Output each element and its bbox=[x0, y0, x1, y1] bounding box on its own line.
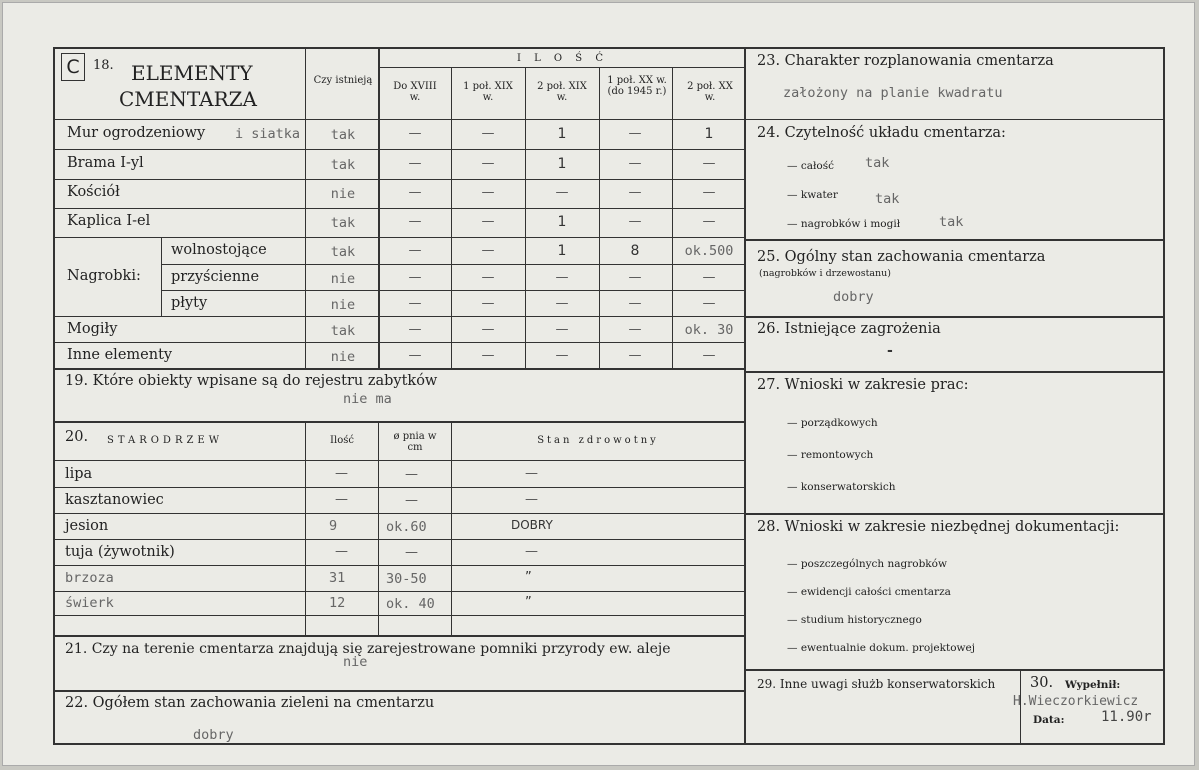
col-header-do18: Do XVIII w. bbox=[393, 81, 437, 103]
row-label: Mogiły bbox=[67, 321, 118, 337]
q30-data-label: Data: bbox=[1033, 714, 1065, 726]
section-title-2: CMENTARZA bbox=[119, 87, 257, 111]
tree-pien: ok.60 bbox=[386, 519, 427, 535]
tree-pien: ok. 40 bbox=[386, 596, 435, 612]
row-value-v2: — bbox=[481, 214, 495, 229]
q20-col-stan: Stan zdrowotny bbox=[537, 435, 659, 446]
row-value-v4: — bbox=[628, 214, 642, 229]
row-value-v3: — bbox=[555, 322, 569, 337]
grid bbox=[745, 239, 1165, 241]
q24-label: 24. Czytelność układu cmentarza: bbox=[757, 125, 1006, 141]
row-czy: tak bbox=[330, 215, 356, 231]
grid bbox=[161, 237, 162, 316]
grid bbox=[53, 513, 745, 514]
row-value-v3: — bbox=[555, 270, 569, 285]
row-value-v3: 1 bbox=[557, 243, 567, 259]
row-value-v1: — bbox=[408, 214, 422, 229]
row-value-v4: — bbox=[628, 322, 642, 337]
tree-stan: ” bbox=[525, 570, 532, 585]
q19-answer: nie ma bbox=[343, 391, 392, 407]
grid bbox=[53, 635, 745, 637]
q20-col-pien: ø pnia w cm bbox=[393, 431, 437, 453]
tree-ilosc: 12 bbox=[329, 595, 346, 611]
q24-item-calosc: — całość bbox=[787, 160, 834, 172]
q23-label: 23. Charakter rozplanowania cmentarza bbox=[757, 53, 1054, 69]
tree-pien: 30-50 bbox=[386, 571, 427, 587]
grid bbox=[53, 591, 745, 592]
row-label: Kościół bbox=[67, 184, 120, 200]
grid bbox=[745, 119, 1165, 120]
row-value-v2: — bbox=[481, 348, 495, 363]
row-value-v1: — bbox=[408, 156, 422, 171]
q20-col-ilosc: Ilość bbox=[330, 435, 354, 446]
row-value-v5: — bbox=[702, 156, 716, 171]
row-value-v1: — bbox=[408, 185, 422, 200]
q24-item-kwater: — kwater bbox=[787, 189, 838, 201]
tree-stan: — bbox=[525, 466, 538, 481]
q23-answer: założony na planie kwadratu bbox=[783, 85, 1003, 101]
tree-name: jesion bbox=[65, 518, 109, 534]
q28-label: 28. Wnioski w zakresie niezbędnej dokumentacji: bbox=[757, 519, 1120, 535]
tree-name: tuja (żywotnik) bbox=[65, 544, 175, 560]
grid bbox=[53, 487, 745, 488]
tree-stan: — bbox=[525, 544, 538, 559]
grid bbox=[161, 290, 745, 291]
row-value-v2: — bbox=[481, 296, 495, 311]
row-label: Inne elementy bbox=[67, 347, 173, 363]
tree-name: świerk bbox=[65, 595, 114, 611]
grid bbox=[53, 565, 745, 566]
q24-value-calosc: tak bbox=[865, 155, 890, 171]
grid bbox=[161, 264, 745, 265]
grid bbox=[451, 422, 452, 636]
row-value-v1: — bbox=[408, 322, 422, 337]
row-value-v5: — bbox=[702, 214, 716, 229]
q27-label: 27. Wnioski w zakresie prac: bbox=[757, 377, 969, 393]
row-value-v3: — bbox=[555, 296, 569, 311]
grid bbox=[745, 316, 1165, 318]
tree-ilosc: — bbox=[335, 544, 348, 559]
row-value-v1: — bbox=[408, 270, 422, 285]
q28-item-nagrobkow: — poszczególnych nagrobków bbox=[787, 558, 947, 570]
q24-item-nagrobkow: — nagrobków i mogił bbox=[787, 218, 901, 230]
q21-answer: nie bbox=[343, 654, 368, 670]
row-value-v2: — bbox=[481, 185, 495, 200]
q30-data: 11.90r bbox=[1101, 709, 1152, 725]
row-czy: tak bbox=[330, 244, 356, 260]
row-value-v5: — bbox=[702, 185, 716, 200]
row-czy: tak bbox=[330, 157, 356, 173]
grid bbox=[53, 342, 745, 343]
grid bbox=[53, 208, 745, 209]
grid bbox=[745, 669, 1165, 671]
row-value-v5: ok. 30 bbox=[684, 322, 734, 338]
row-czy: tak bbox=[330, 127, 356, 143]
frame-top bbox=[53, 47, 1165, 49]
mid-divider bbox=[744, 47, 746, 745]
tree-name: lipa bbox=[65, 466, 93, 482]
row-value-v5: 1 bbox=[704, 126, 714, 142]
row-label: Brama I-yl bbox=[67, 155, 144, 171]
q26-label: 26. Istniejące zagrożenia bbox=[757, 321, 941, 337]
grid bbox=[53, 690, 745, 692]
nagrobki-label: Nagrobki: bbox=[67, 268, 141, 284]
row-value-v5: — bbox=[702, 270, 716, 285]
section-letter-box: C bbox=[61, 53, 85, 81]
grid bbox=[378, 67, 745, 68]
grid bbox=[53, 119, 745, 120]
section-title-1: ELEMENTY bbox=[131, 61, 253, 85]
q22-label: 22. Ogółem stan zachowania zieleni na cmentarzu bbox=[65, 695, 435, 711]
tree-stan: — bbox=[525, 492, 538, 507]
q28-item-projektowej: — ewentualnie dokum. projektowej bbox=[787, 642, 975, 654]
q24-value-kwater: tak bbox=[875, 191, 900, 207]
row-value-v2: — bbox=[481, 322, 495, 337]
row-value-v4: — bbox=[628, 348, 642, 363]
row-value-v5: — bbox=[702, 296, 716, 311]
grid bbox=[378, 422, 379, 636]
row-label: płyty bbox=[171, 295, 208, 311]
row-value-v1: — bbox=[408, 126, 422, 141]
row-note: i siatka bbox=[235, 126, 301, 142]
tree-ilosc: 9 bbox=[329, 518, 338, 534]
q30-wypelnil-label: Wypełnił: bbox=[1065, 679, 1121, 691]
grid bbox=[53, 421, 745, 423]
row-label: Mur ogrodzeniowy bbox=[67, 125, 206, 141]
row-value-v2: — bbox=[481, 126, 495, 141]
q25-label: 25. Ogólny stan zachowania cmentarza bbox=[757, 249, 1046, 265]
row-value-v3: 1 bbox=[557, 214, 567, 230]
grid bbox=[53, 460, 745, 461]
row-label: wolnostojące bbox=[171, 242, 267, 258]
row-czy: nie bbox=[330, 297, 356, 313]
row-value-v2: — bbox=[481, 156, 495, 171]
q27-item-porzadkowych: — porządkowych bbox=[787, 417, 878, 429]
grid bbox=[305, 422, 306, 636]
grid bbox=[53, 237, 745, 238]
grid bbox=[53, 316, 745, 317]
col-header-2p19: 2 poł. XIX w. bbox=[537, 81, 587, 103]
q30-wypelnil: H.Wieczorkiewicz bbox=[1013, 694, 1139, 709]
row-value-v3: 1 bbox=[557, 156, 567, 172]
row-value-v4: — bbox=[628, 270, 642, 285]
tree-pien: — bbox=[405, 545, 418, 560]
tree-name: brzoza bbox=[65, 570, 114, 586]
grid bbox=[305, 47, 306, 369]
row-value-v1: — bbox=[408, 348, 422, 363]
frame-bottom bbox=[53, 743, 1165, 745]
frame-right bbox=[1163, 47, 1165, 745]
grid bbox=[745, 513, 1165, 515]
row-value-v4: — bbox=[628, 296, 642, 311]
q28-item-studium: — studium historycznego bbox=[787, 614, 922, 626]
q22-answer: dobry bbox=[193, 727, 234, 743]
row-value-v2: — bbox=[481, 243, 495, 258]
grid bbox=[53, 179, 745, 180]
col-header-2p20: 2 poł. XX w. bbox=[687, 81, 733, 103]
tree-name: kasztanowiec bbox=[65, 492, 164, 508]
grid bbox=[53, 149, 745, 150]
grid bbox=[53, 615, 745, 616]
row-czy: nie bbox=[330, 349, 356, 365]
tree-ilosc: — bbox=[335, 492, 348, 507]
grid bbox=[53, 368, 745, 370]
row-value-v4: 8 bbox=[630, 243, 640, 259]
q27-item-konserwatorskich: — konserwatorskich bbox=[787, 481, 896, 493]
row-value-v5: ok.500 bbox=[684, 243, 734, 259]
q20-number: 20. bbox=[65, 429, 89, 445]
frame-left bbox=[53, 47, 55, 745]
tree-pien: — bbox=[405, 467, 418, 482]
grid bbox=[745, 371, 1165, 373]
tree-stan: DOBRY bbox=[511, 518, 553, 532]
row-czy: nie bbox=[330, 271, 356, 287]
row-value-v1: — bbox=[408, 296, 422, 311]
col-header-1p20: 1 poł. XX w. (do 1945 r.) bbox=[607, 75, 667, 97]
row-value-v3: — bbox=[555, 185, 569, 200]
row-value-v5: — bbox=[702, 348, 716, 363]
row-value-v3: 1 bbox=[557, 126, 567, 142]
col-header-ilosc: I L O Ś Ć bbox=[516, 53, 608, 64]
section-number: 18. bbox=[93, 58, 114, 73]
q26-answer: - bbox=[887, 343, 893, 359]
q29-label: 29. Inne uwagi służb konserwatorskich bbox=[757, 677, 996, 691]
row-value-v2: — bbox=[481, 270, 495, 285]
row-czy: nie bbox=[330, 186, 356, 202]
q20-title: STARODRZEW bbox=[107, 435, 223, 446]
row-label: przyścienne bbox=[171, 269, 260, 285]
row-value-v3: — bbox=[555, 348, 569, 363]
row-value-v1: — bbox=[408, 243, 422, 258]
row-label: Kaplica I-el bbox=[67, 213, 151, 229]
inventory-card bbox=[2, 2, 1195, 766]
q30-number: 30. bbox=[1030, 675, 1054, 691]
tree-pien: — bbox=[405, 493, 418, 508]
row-value-v4: — bbox=[628, 126, 642, 141]
q25-answer: dobry bbox=[833, 289, 874, 305]
grid bbox=[53, 539, 745, 540]
row-czy: tak bbox=[330, 323, 356, 339]
q28-item-ewidencji: — ewidencji całości cmentarza bbox=[787, 586, 951, 598]
q19-label: 19. Które obiekty wpisane są do rejestru zabytków bbox=[65, 373, 438, 389]
row-value-v4: — bbox=[628, 156, 642, 171]
col-header-1p19: 1 poł. XIX w. bbox=[463, 81, 513, 103]
tree-ilosc: 31 bbox=[329, 570, 346, 586]
q25-sub: (nagrobków i drzewostanu) bbox=[759, 268, 891, 279]
row-value-v4: — bbox=[628, 185, 642, 200]
q27-item-remontowych: — remontowych bbox=[787, 449, 874, 461]
q21-label: 21. Czy na terenie cmentarza znajdują się zarejestrowane pomniki przyrody ew. aleje bbox=[65, 641, 671, 657]
col-header-czy: Czy istnieją bbox=[313, 75, 373, 86]
q24-value-nagrobkow: tak bbox=[939, 214, 964, 230]
grid bbox=[378, 47, 380, 369]
tree-ilosc: — bbox=[335, 466, 348, 481]
tree-stan: ” bbox=[525, 595, 532, 610]
